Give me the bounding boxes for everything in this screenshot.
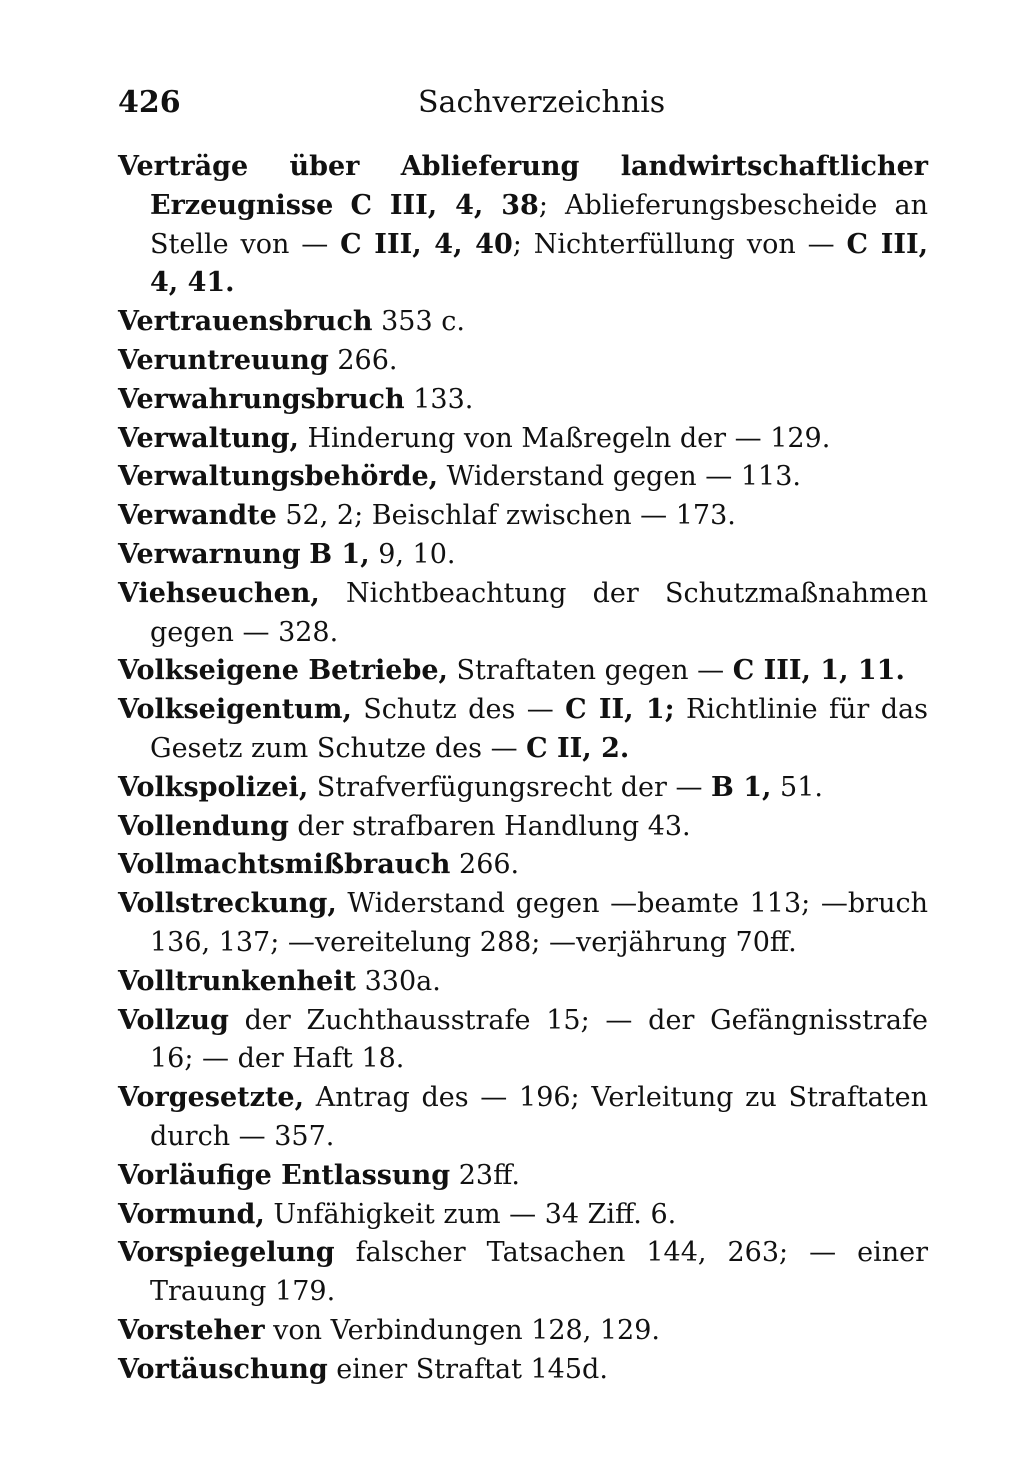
entry-keyword: Viehseuchen, (118, 577, 320, 609)
entry-keyword: Volltrunkenheit (118, 965, 357, 997)
index-entry (118, 575, 928, 653)
entry-text: Schutz des — (351, 694, 566, 726)
index-entry (118, 303, 928, 342)
entry-keyword: Vorgesetzte, (118, 1082, 304, 1114)
entry-text: Widerstand gegen — 113. (438, 461, 801, 493)
index-entry (118, 536, 928, 575)
entry-keyword: Volkseigene Betriebe, (118, 655, 448, 687)
entry-keyword: Volkseigentum, (118, 694, 352, 726)
index-entry (118, 1196, 928, 1235)
entry-keyword: Verwandte (118, 500, 277, 532)
index-entry (118, 1157, 928, 1196)
entry-keyword: Vertrauensbruch (118, 306, 373, 338)
running-title: Sachverzeichnis (418, 85, 666, 120)
running-header (118, 80, 918, 126)
index-entry (118, 1079, 928, 1157)
entry-keyword: Vollendung (118, 810, 289, 842)
index-entry (118, 1351, 928, 1390)
entry-text: der strafbaren Handlung 43. (288, 810, 691, 842)
entry-keyword: C III, 4, 40 (340, 228, 513, 260)
entry-keyword: Vortäuschung (118, 1353, 328, 1385)
entry-keyword: Vorsteher (118, 1314, 265, 1346)
entry-text: 9, 10. (369, 538, 456, 570)
entry-keyword: Vollstreckung, (118, 888, 337, 920)
entry-text: 353 c. (372, 306, 465, 338)
index-entry (118, 381, 928, 420)
entry-keyword: Verwaltungsbehörde, (118, 461, 439, 493)
entry-keyword: Veruntreuung (118, 344, 329, 376)
entry-text: Nichtbeachtung der Schutzmaßnahmen gegen — 328. (150, 577, 928, 648)
entry-keyword: Vorspiegelung (118, 1237, 335, 1269)
entry-keyword: C III, 1, 11. (732, 655, 905, 687)
entry-keyword: Vormund, (118, 1198, 265, 1230)
entry-keyword: Verträge über Ablieferung landwirtschaftlicher Erzeugnisse (118, 151, 928, 221)
index-entry (118, 652, 928, 691)
entry-text: Widerstand gegen —beamte 113; —bruch 136, 137; —vereitelung 288; —verjährung 70ff. (150, 888, 928, 958)
entry-text: Hinderung von Maßregeln der — 129. (298, 422, 831, 454)
entry-keyword: Verwaltung, (118, 422, 299, 454)
entry-keyword: Vorläufige Entlassung (118, 1159, 451, 1191)
index-entry (118, 691, 928, 769)
entry-text: 52, 2; Beischlaf zwischen — 173. (276, 500, 736, 532)
index-entry (118, 808, 928, 847)
entry-text: 330a. (356, 965, 441, 997)
entry-text (333, 190, 350, 221)
entry-keyword: C III, 4, 38 (350, 189, 539, 221)
entry-text: 51. (771, 771, 823, 803)
entry-text: 133. (404, 383, 474, 415)
entry-keyword: C III, 4, 41. (150, 228, 928, 299)
entry-text: einer Straftat 145d. (327, 1353, 608, 1385)
entry-text: Straftaten gegen — (447, 655, 733, 687)
entry-text: falscher Tatsachen 144, 263; — einer Trauung 179. (150, 1237, 928, 1308)
entry-keyword: C II, 2. (526, 732, 630, 764)
entry-keyword: B 1, (309, 538, 370, 570)
index-entry (118, 963, 928, 1002)
index-entry (118, 342, 928, 381)
index-entry (118, 769, 928, 808)
entry-text: 266. (450, 849, 520, 881)
entry-keyword: Verwarnung (118, 538, 301, 570)
index-entry (118, 885, 928, 963)
index-entry (118, 497, 928, 536)
index-entry (118, 1312, 928, 1351)
index-entry (118, 458, 928, 497)
page-number: 426 (118, 85, 181, 120)
index-entry (118, 846, 928, 885)
entry-keyword: Vollmachtsmißbrauch (118, 849, 451, 881)
entry-text: der Zuchthausstrafe 15; — der Gefängnisstrafe 16; — der Haft 18. (150, 1004, 928, 1075)
subject-index (118, 148, 928, 1390)
index-entry (118, 148, 928, 303)
entry-text: 266. (328, 344, 398, 376)
entry-text: 23ff. (450, 1159, 520, 1191)
entry-text: von Verbindungen 128, 129. (264, 1314, 660, 1346)
entry-keyword: Verwahrungsbruch (118, 383, 405, 415)
entry-text: Unfähigkeit zum — 34 Ziff. 6. (264, 1198, 677, 1230)
entry-keyword: C II, 1; (565, 694, 675, 726)
index-entry (118, 420, 928, 459)
entry-keyword: Volkspolizei, (118, 771, 309, 803)
entry-text: Richtlinie für das Gesetz zum Schutze des — (150, 694, 929, 764)
entry-text: ; Ablieferungsbescheide an Stelle von — (150, 189, 928, 260)
entry-text (301, 539, 310, 570)
index-entry (118, 1002, 928, 1080)
index-entry (118, 1234, 928, 1312)
entry-keyword: B 1, (711, 771, 772, 803)
entry-text: ; Nichterfüllung von — (512, 228, 847, 260)
entry-text: Strafverfügungsrecht der — (308, 771, 712, 803)
entry-text: Antrag des — 196; Verleitung zu Straftaten durch — 357. (150, 1082, 928, 1152)
entry-keyword: Vollzug (118, 1004, 229, 1036)
